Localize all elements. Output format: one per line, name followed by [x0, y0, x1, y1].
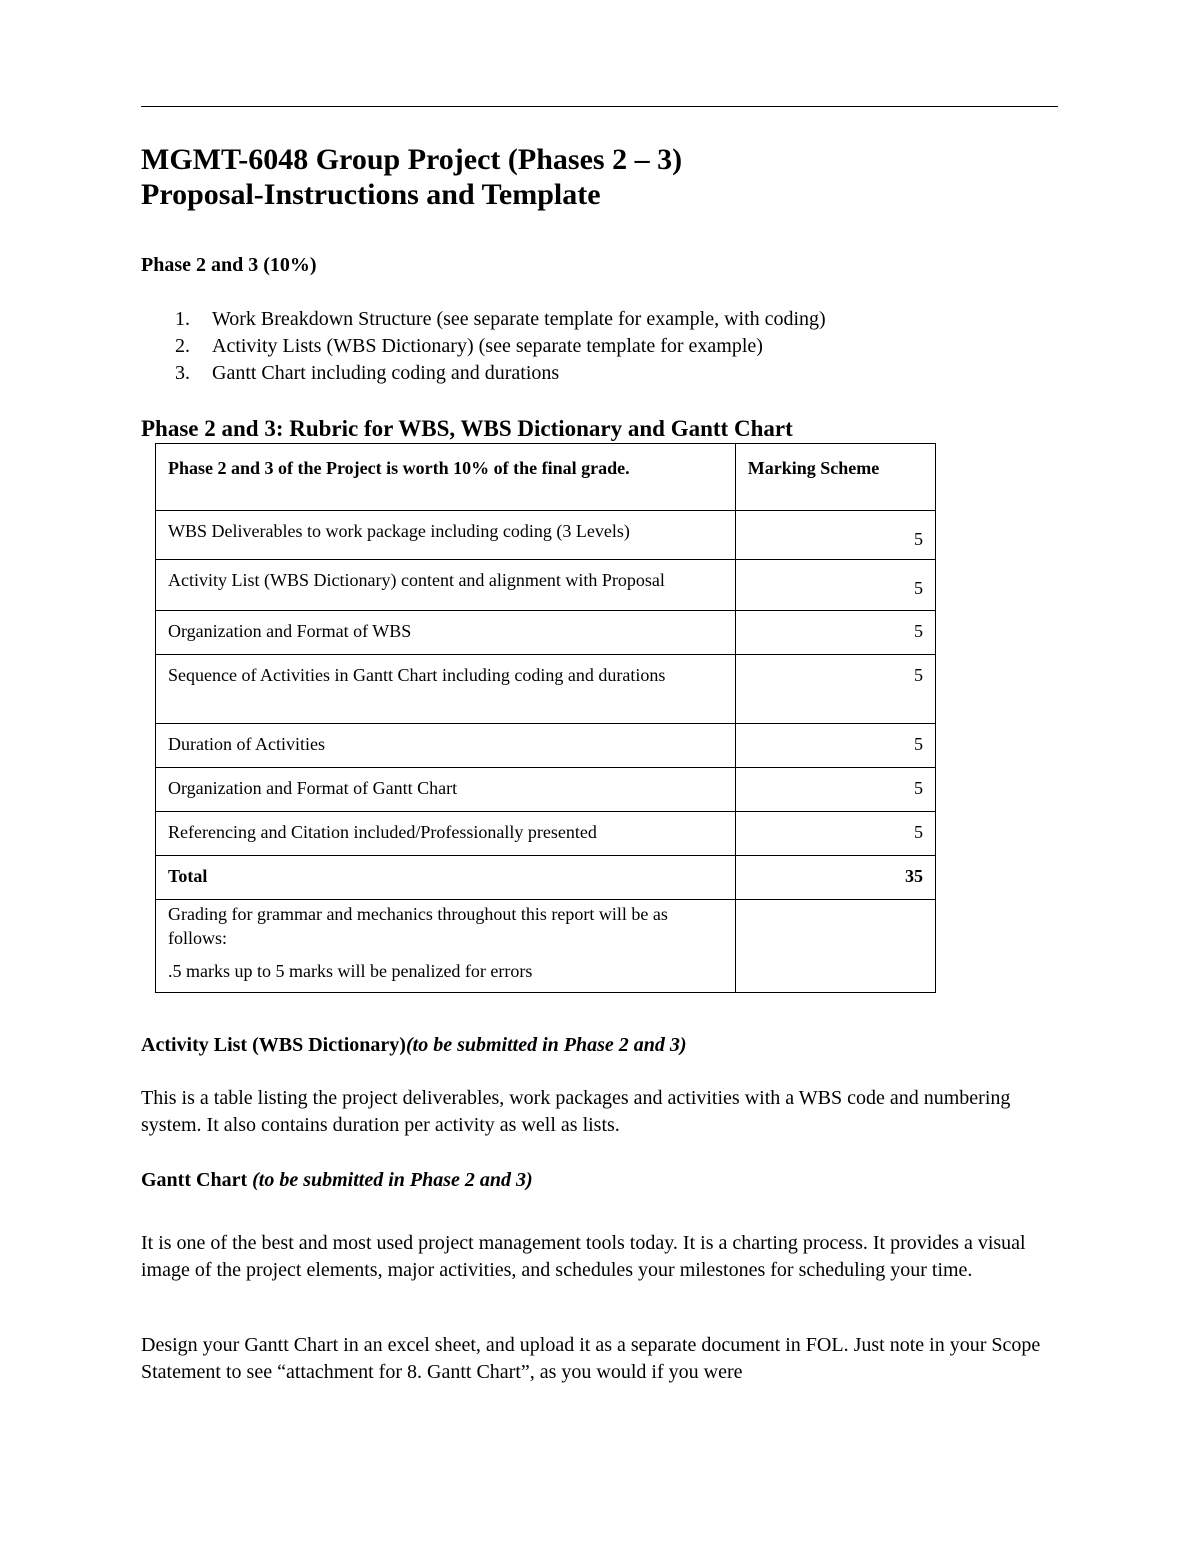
table-row — [156, 724, 936, 768]
list-item — [141, 333, 826, 360]
header-criteria: Phase 2 and 3 of the Project is worth 10% of the final grade. — [156, 444, 736, 511]
table-header-row — [156, 444, 936, 511]
criterion-label: Referencing and Citation included/Professionally presented — [156, 812, 736, 856]
header-rule — [141, 106, 1058, 107]
list-item — [141, 306, 826, 333]
total-label: Total — [156, 856, 736, 900]
rubric-heading: Phase 2 and 3: Rubric for WBS, WBS Dictionary and Gantt Chart — [141, 416, 793, 441]
header-marking-scheme: Marking Scheme — [735, 444, 935, 511]
criterion-marks: 5 — [735, 511, 935, 560]
criterion-label: Sequence of Activities in Gantt Chart including coding and durations — [156, 655, 736, 724]
table-row — [156, 812, 936, 856]
criterion-marks: 5 — [735, 611, 935, 655]
document-title — [141, 142, 682, 212]
phase-heading: Phase 2 and 3 (10%) — [141, 254, 317, 276]
grading-note — [156, 900, 736, 993]
gantt-heading — [141, 1168, 533, 1192]
table-row — [156, 655, 936, 724]
total-row — [156, 856, 936, 900]
criterion-label: Activity List (WBS Dictionary) content and alignment with Proposal — [156, 560, 736, 611]
activity-list-heading — [141, 1033, 687, 1057]
activity-list-note: (to be submitted in Phase 2 and 3) — [405, 1034, 687, 1056]
title-line-2: Proposal-Instructions and Template — [141, 178, 601, 211]
table-row — [156, 768, 936, 812]
criterion-marks: 5 — [735, 724, 935, 768]
deliverables-list — [141, 306, 826, 387]
activity-list-title: Activity List (WBS Dictionary) — [141, 1034, 406, 1056]
grading-marks-cell — [735, 900, 935, 993]
grading-note-text: Grading for grammar and mechanics throughout this report will be as follows: — [168, 904, 668, 948]
table-row — [156, 511, 936, 560]
total-marks: 35 — [735, 856, 935, 900]
list-item — [141, 360, 826, 387]
table-row — [156, 611, 936, 655]
criterion-marks: 5 — [735, 812, 935, 856]
list-item-number: 2. — [175, 335, 190, 357]
rubric-table — [155, 443, 936, 993]
gantt-body-1: It is one of the best and most used project management tools today. It is a charting process. It provides a visual image of the project elements, major activities, and schedules your milestones for scheduling your time. — [141, 1232, 1026, 1281]
criterion-label: WBS Deliverables to work package including coding (3 Levels) — [156, 511, 736, 560]
grading-row — [156, 900, 936, 993]
criterion-marks: 5 — [735, 560, 935, 611]
list-item-number: 3. — [175, 362, 190, 384]
list-item-number: 1. — [175, 308, 190, 330]
list-item-text: Activity Lists (WBS Dictionary) (see separate template for example) — [212, 335, 763, 357]
gantt-title: Gantt Chart — [141, 1169, 253, 1191]
grading-penalty-text: .5 marks up to 5 marks will be penalized for errors — [168, 961, 533, 981]
list-item-text: Gantt Chart including coding and durations — [212, 362, 560, 384]
table-row — [156, 560, 936, 611]
list-item-text: Work Breakdown Structure (see separate template for example, with coding) — [212, 308, 826, 330]
title-line-1: MGMT-6048 Group Project (Phases 2 – 3) — [141, 143, 683, 176]
criterion-label: Organization and Format of Gantt Chart — [156, 768, 736, 812]
criterion-marks: 5 — [735, 768, 935, 812]
activity-list-body: This is a table listing the project deliverables, work packages and activities with a WBS code and numbering system. It also contains duration per activity as well as lists. — [141, 1087, 1011, 1136]
criterion-label: Organization and Format of WBS — [156, 611, 736, 655]
criterion-label: Duration of Activities — [156, 724, 736, 768]
criterion-marks: 5 — [735, 655, 935, 724]
gantt-note: (to be submitted in Phase 2 and 3) — [252, 1169, 533, 1191]
gantt-body-2: Design your Gantt Chart in an excel sheet, and upload it as a separate document in FOL. Just note in your Scope Statement to see “attachment for 8. Gantt Chart”, as you would if you were — [141, 1334, 1041, 1383]
